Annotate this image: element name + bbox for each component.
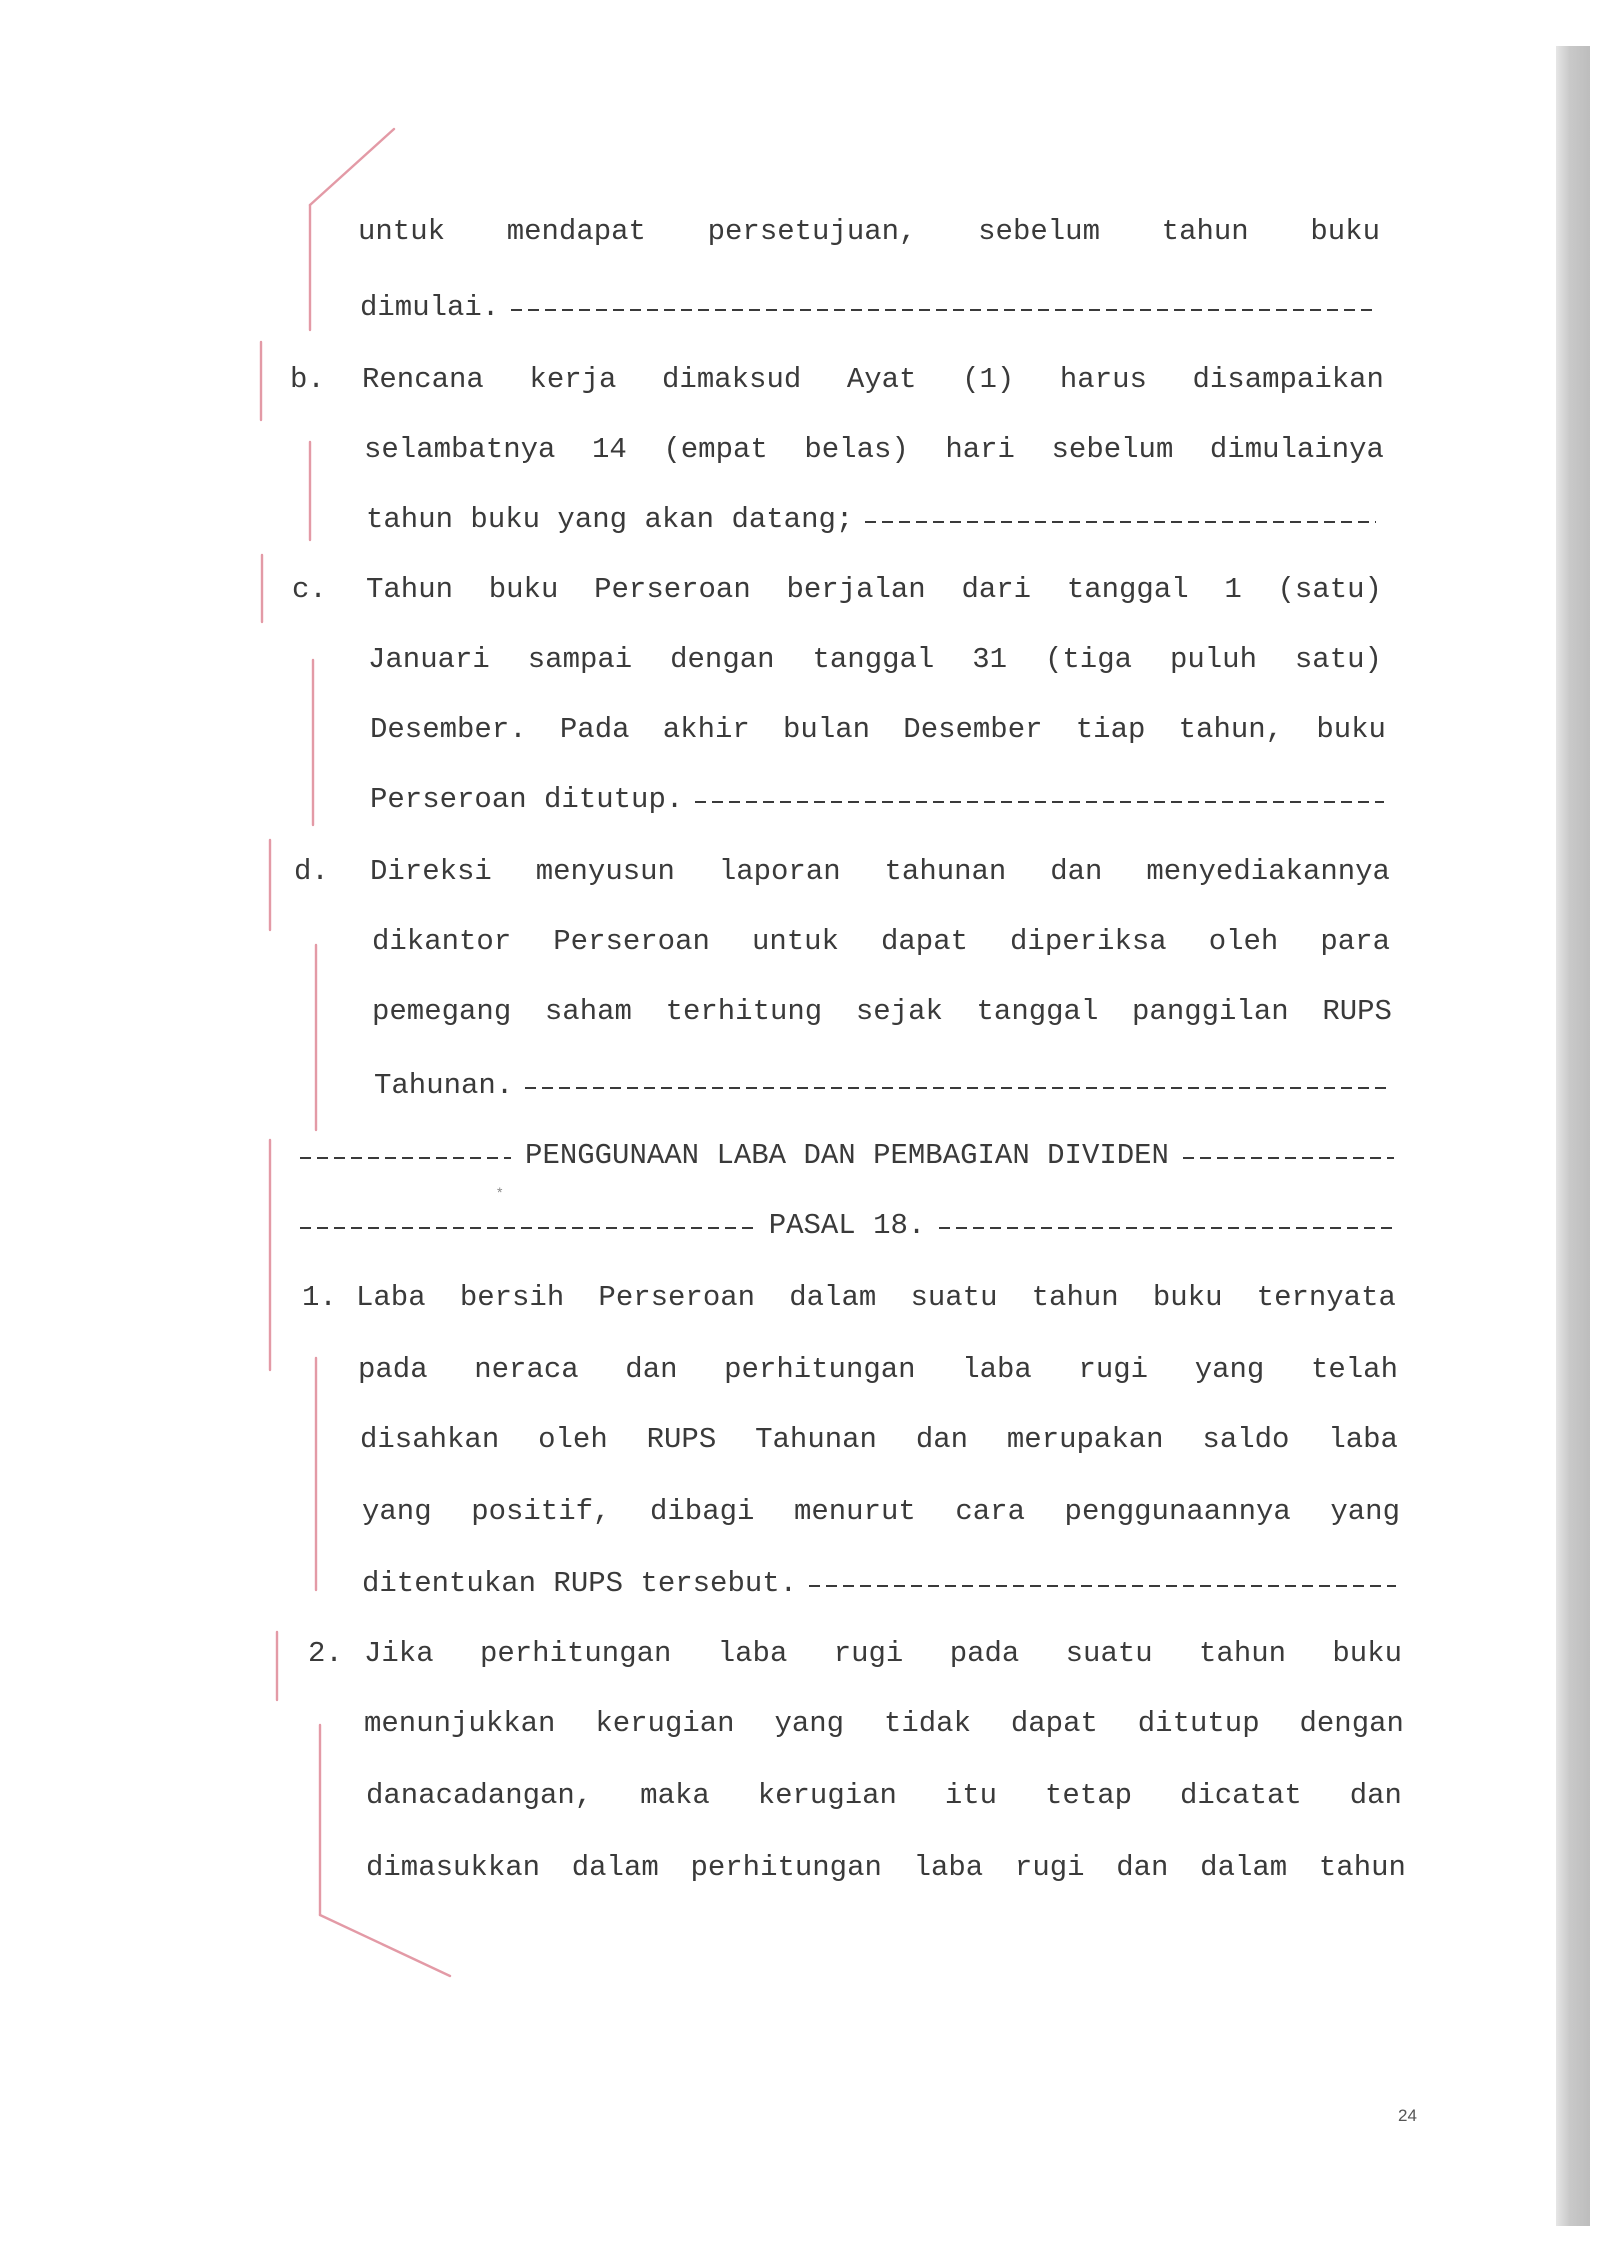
word: dengan <box>670 643 775 676</box>
word: perhitungan <box>479 1637 672 1670</box>
word: penggunaannya <box>1064 1495 1291 1528</box>
word: Perseroan <box>598 1281 756 1314</box>
word: sebelum <box>1051 433 1174 466</box>
word: yang <box>362 1495 432 1528</box>
line-text: ditentukan RUPS tersebut. <box>362 1567 798 1600</box>
word: telah <box>1310 1353 1398 1386</box>
word: Laba <box>356 1281 426 1314</box>
word: buku <box>1152 1281 1223 1314</box>
word: perhitungan <box>724 1353 916 1386</box>
word: (tiga <box>1045 643 1133 676</box>
line-text: dimulai. <box>360 291 500 324</box>
word: buku <box>1316 713 1386 746</box>
word: kerugian <box>595 1707 735 1740</box>
word: disampaikan <box>1192 363 1384 396</box>
word: kerja <box>529 363 617 396</box>
word: dikantor <box>372 925 512 958</box>
list-marker: 2. <box>308 1637 343 1670</box>
text-line <box>0 712 1600 748</box>
word: terhitung <box>665 995 823 1028</box>
page-number: 24 <box>1398 2106 1417 2125</box>
word: menyusun <box>535 855 675 888</box>
word: buku <box>488 573 559 606</box>
word: maka <box>640 1779 710 1812</box>
section-heading: PENGGUNAAN LABA DAN PEMBAGIAN DIVIDEN <box>525 1139 1169 1172</box>
word: cara <box>955 1495 1025 1528</box>
word: saldo <box>1202 1423 1290 1456</box>
word: dan <box>625 1353 678 1386</box>
word: akhir <box>662 713 750 746</box>
text-line <box>0 290 1600 326</box>
list-marker: c. <box>292 573 327 606</box>
word: yang <box>1194 1353 1265 1386</box>
dash-leader <box>939 1208 1394 1244</box>
word: perhitungan <box>690 1851 882 1884</box>
dash-leader <box>511 290 1372 326</box>
word: yang <box>1330 1495 1400 1528</box>
word: dan <box>1116 1851 1169 1884</box>
word: disahkan <box>360 1423 500 1456</box>
word: 1 <box>1224 573 1242 606</box>
word: puluh <box>1169 643 1257 676</box>
word: tanggal <box>1066 573 1189 606</box>
word: tanggal <box>976 995 1099 1028</box>
text-line <box>0 782 1600 818</box>
word: pada <box>358 1353 428 1386</box>
word: Direksi <box>370 855 492 888</box>
word: belas) <box>804 433 909 466</box>
text-line <box>0 1850 1600 1886</box>
word: ditutup <box>1137 1707 1260 1740</box>
word: hari <box>945 433 1015 466</box>
word: rugi <box>1078 1353 1149 1386</box>
word: laba <box>1328 1423 1398 1456</box>
word: dan <box>1050 855 1103 888</box>
text-line <box>0 924 1600 960</box>
word: tidak <box>883 1707 971 1740</box>
text-line <box>0 1138 1600 1174</box>
word: Januari <box>368 643 490 676</box>
text-line <box>0 1706 1600 1742</box>
word: saham <box>544 995 632 1028</box>
text-line <box>0 1778 1600 1814</box>
word: dari <box>961 573 1032 606</box>
word: (1) <box>962 363 1015 396</box>
word: sampai <box>527 643 633 676</box>
word: Pada <box>559 713 630 746</box>
word: tahun <box>1318 1851 1406 1884</box>
word: panggilan <box>1132 995 1289 1028</box>
word: oleh <box>538 1423 608 1456</box>
text-line <box>0 1566 1600 1602</box>
word: tahunan <box>884 855 1007 888</box>
word: Desember <box>903 713 1043 746</box>
word: dibagi <box>649 1495 755 1528</box>
word: dalam <box>571 1851 659 1884</box>
word: (satu) <box>1277 573 1382 606</box>
dash-leader <box>525 1068 1390 1104</box>
line-text: Tahunan. <box>374 1069 514 1102</box>
dash-leader <box>695 782 1384 818</box>
word: kerugian <box>757 1779 897 1812</box>
stray-mark: * <box>497 1184 503 1200</box>
word: berjalan <box>786 573 926 606</box>
word: Desember. <box>370 713 527 746</box>
word: buku <box>1332 1637 1402 1670</box>
word: Perseroan <box>553 925 710 958</box>
bracket-diagonal-bottom <box>320 1915 450 1976</box>
list-marker: 1. <box>302 1281 337 1314</box>
list-marker: b. <box>290 363 325 396</box>
word: Tahunan <box>755 1423 877 1456</box>
word: laba <box>717 1637 788 1670</box>
word: pada <box>949 1637 1020 1670</box>
text-line <box>0 502 1600 538</box>
bracket-diagonal-top <box>310 129 394 205</box>
word: 14 <box>592 433 627 466</box>
word: dicatat <box>1179 1779 1302 1812</box>
word: tahun, <box>1178 713 1284 746</box>
word: tanggal <box>812 643 935 676</box>
word: merupakan <box>1006 1423 1164 1456</box>
word: para <box>1320 925 1390 958</box>
word: menurut <box>793 1495 916 1528</box>
word: pemegang <box>372 995 512 1028</box>
word: untuk <box>751 925 839 958</box>
text-line <box>0 1208 1600 1244</box>
text-line <box>0 1422 1600 1458</box>
word: Ayat <box>846 363 917 396</box>
word: rugi <box>833 1637 904 1670</box>
word: Perseroan <box>594 573 751 606</box>
word: laporan <box>718 855 841 888</box>
word: dimasukkan <box>366 1851 541 1884</box>
word: Tahun <box>366 573 454 606</box>
dash-leader <box>300 1138 511 1174</box>
text-line <box>0 854 1600 890</box>
text-line <box>0 572 1600 608</box>
word: buku <box>1310 215 1380 248</box>
word: positif, <box>471 1495 611 1528</box>
word: (empat <box>663 433 768 466</box>
text-line <box>0 1494 1600 1530</box>
word: suatu <box>1065 1637 1153 1670</box>
dash-leader <box>1183 1138 1394 1174</box>
word: yang <box>774 1707 845 1740</box>
text-line <box>0 1280 1600 1316</box>
text-line <box>0 214 1600 250</box>
list-marker: d. <box>294 855 329 888</box>
dash-leader <box>865 502 1376 538</box>
text-line <box>0 432 1600 468</box>
word: tiap <box>1075 713 1146 746</box>
word: RUPS <box>646 1423 717 1456</box>
word: menunjukkan <box>364 1707 556 1740</box>
text-line <box>0 1068 1600 1104</box>
text-line <box>0 1352 1600 1388</box>
word: laba <box>913 1851 984 1884</box>
word: bersih <box>459 1281 565 1314</box>
word: Jika <box>364 1637 434 1670</box>
word: oleh <box>1208 925 1279 958</box>
word: bulan <box>783 713 871 746</box>
text-line <box>0 994 1600 1030</box>
word: tahun <box>1031 1281 1119 1314</box>
word: suatu <box>910 1281 998 1314</box>
word: persetujuan, <box>707 215 917 248</box>
word: selambatnya <box>364 433 556 466</box>
dash-leader <box>809 1566 1396 1602</box>
word: diperiksa <box>1010 925 1167 958</box>
word: dalam <box>789 1281 877 1314</box>
word: laba <box>962 1353 1032 1386</box>
word: dan <box>915 1423 969 1456</box>
word: 31 <box>972 643 1008 676</box>
word: mendapat <box>506 215 646 248</box>
word: Rencana <box>362 363 484 396</box>
word: itu <box>944 1779 998 1812</box>
word: tahun <box>1161 215 1249 248</box>
word: tahun <box>1199 1637 1287 1670</box>
word: satu) <box>1294 643 1382 676</box>
line-text: Perseroan ditutup. <box>370 783 684 816</box>
word: sebelum <box>978 215 1100 248</box>
word: dapat <box>880 925 968 958</box>
word: dimaksud <box>662 363 802 396</box>
word: sejak <box>855 995 943 1028</box>
word: dan <box>1349 1779 1402 1812</box>
text-line <box>0 642 1600 678</box>
word: tetap <box>1045 1779 1133 1812</box>
word: dimulainya <box>1209 433 1384 466</box>
word: untuk <box>358 215 446 248</box>
word: ternyata <box>1256 1281 1396 1314</box>
word: dapat <box>1010 1707 1098 1740</box>
line-text: tahun buku yang akan datang; <box>366 503 854 536</box>
word: danacadangan, <box>366 1779 593 1812</box>
section-heading: PASAL 18. <box>768 1209 926 1242</box>
text-line <box>0 1636 1600 1672</box>
word: harus <box>1059 363 1147 396</box>
word: rugi <box>1014 1851 1085 1884</box>
word: dengan <box>1299 1707 1404 1740</box>
word: dalam <box>1200 1851 1288 1884</box>
word: RUPS <box>1322 995 1392 1028</box>
word: menyediakannya <box>1146 855 1390 888</box>
dash-leader <box>300 1208 755 1244</box>
word: neraca <box>474 1353 579 1386</box>
text-line <box>0 362 1600 398</box>
